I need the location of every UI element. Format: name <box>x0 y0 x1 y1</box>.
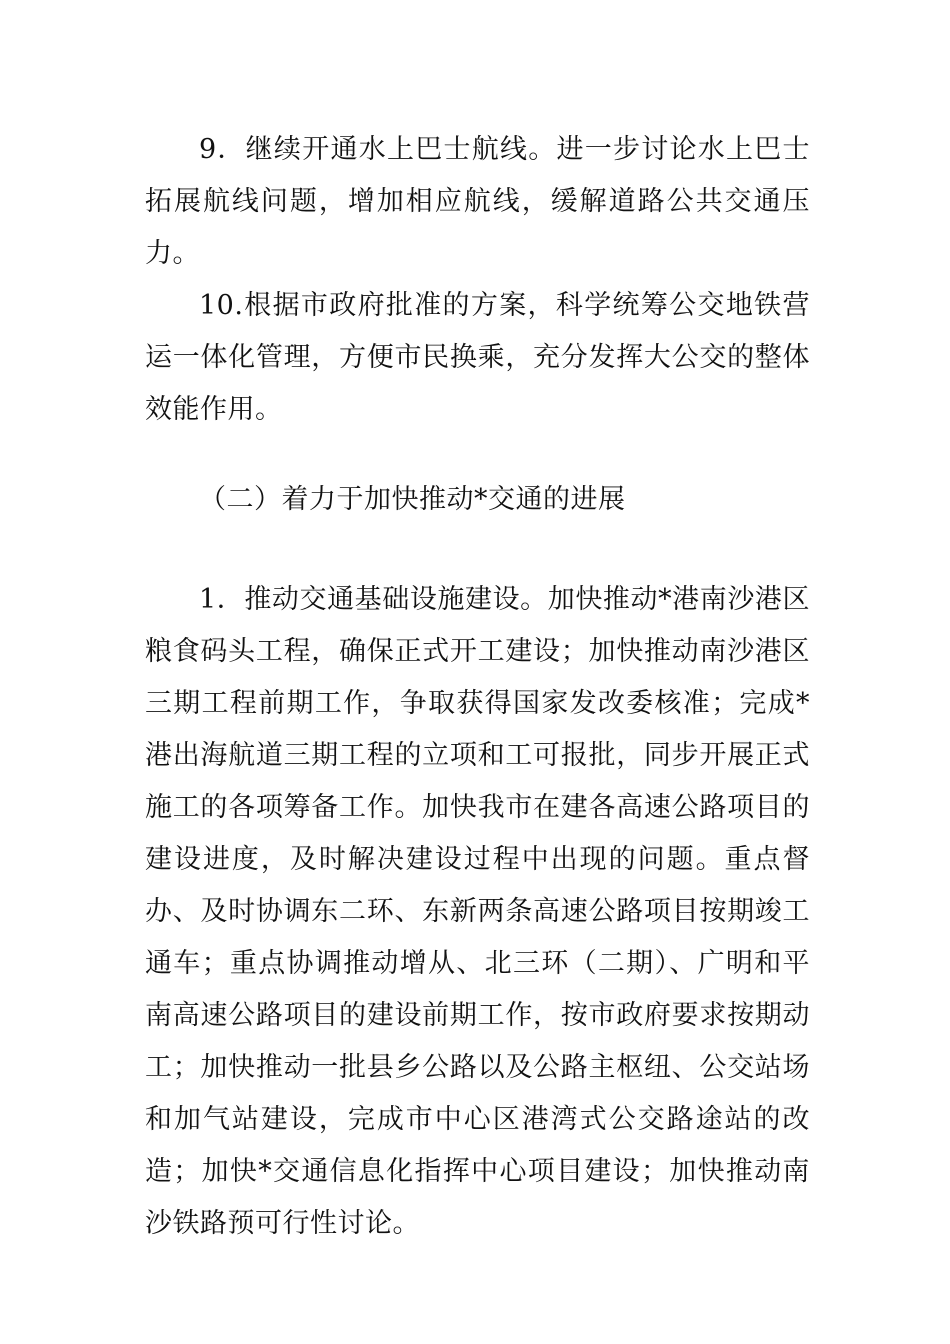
paragraph-item-9: 9．继续开通水上巴士航线。进一步讨论水上巴士拓展航线问题，增加相应航线，缓解道路公共交通压力。 <box>145 134 810 269</box>
section-heading: （二）着力于加快推动*交通的进展 <box>199 484 626 515</box>
paragraph-item-10: 10.根据市政府批准的方案，科学统筹公交地铁营运一体化管理，方便市民换乘，充分发挥大公交的整体效能作用。 <box>145 290 810 425</box>
paragraph-item-1: 1．推动交通基础设施建设。加快推动*港南沙港区粮食码头工程，确保正式开工建设；加快推动南沙港区三期工程前期工作，争取获得国家发改委核准；完成*港出海航道三期工程的立项和工可报批，同步开展正式施工的各项筹备工作。加快我市在建各高速公路项目的建设进度，及时解决建设过程中出现的问题。重点督办、及时协调东二环、东新两条高速公路项目按期竣工通车；重点协调推动增从、北三环（二期）、广明和平南高速公路项目的建设前期工作，按市政府要求按期动工；加快推动一批县乡公路以及公路主枢纽、公交站场和加气站建设，完成市中心区港湾式公交路途站的改造；加快*交通信息化指挥中心项目建设；加快推动南沙铁路预可行性讨论。 <box>145 584 810 1239</box>
